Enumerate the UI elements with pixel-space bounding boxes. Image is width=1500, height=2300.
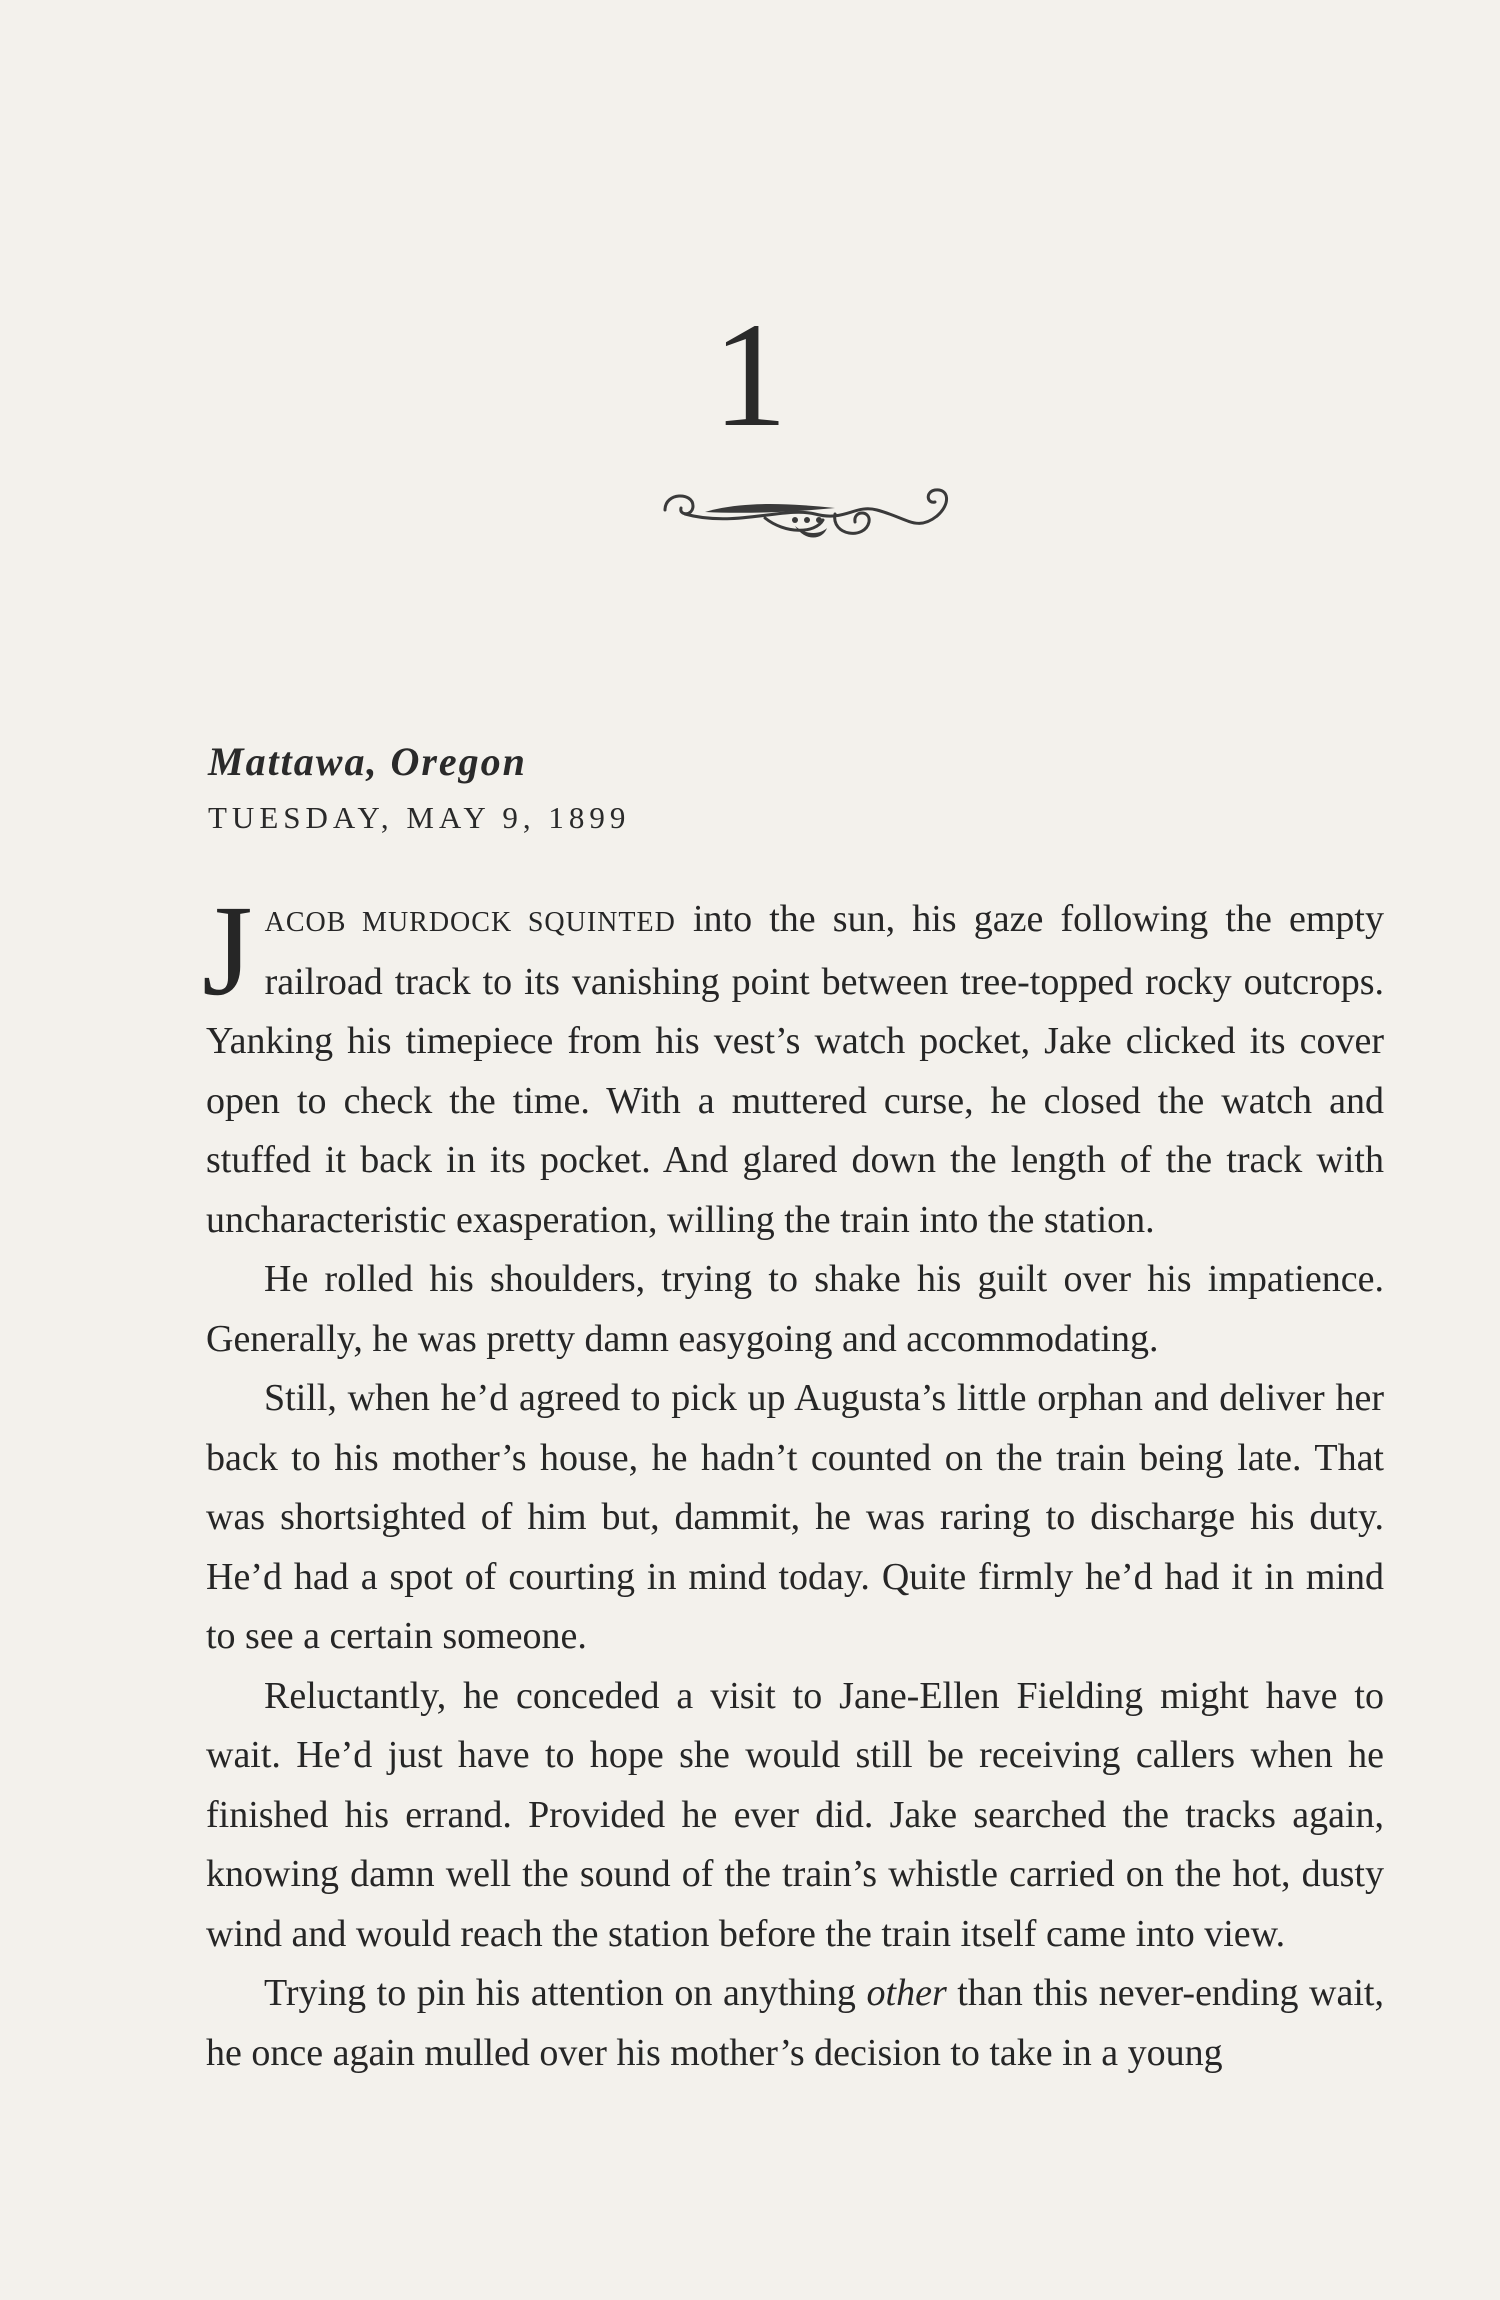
chapter-number: 1	[712, 292, 788, 458]
date-heading: TUESDAY, MAY 9, 1899	[208, 800, 631, 835]
flourish-ornament-icon	[645, 470, 965, 550]
emphasis-other: other	[866, 1972, 947, 2014]
chapter-body	[202, 879, 1384, 2083]
paragraph-1-text: into the sun, his gaze following the empty railroad track to its vanishing point between tree-topped rocky outcrops. Yanking his timepiece from his vest’s watch pocket, Jake clicked its cover open to check the time. With a muttered curse, he closed the watch and stuffed it back in its pocket. And glared down the length of the track with uncharacteristic exasperation, willing the train into the station.	[206, 898, 1384, 1241]
paragraph-3: Still, when he’d agreed to pick up Augusta’s little orphan and deliver her back to his mother’s house, he hadn’t counted on the train being late. That was shortsighted of him but, dammit, he was raring to discharge his duty. He’d had a spot of courting in mind today. Quite firmly he’d had it in mind to see a certain someone.	[206, 1377, 1384, 1657]
paragraph-4: Reluctantly, he conceded a visit to Jane-Ellen Fielding might have to wait. He’d just have to hope she would still be receiving callers when he finished his errand. Provided he ever did. Jake searched the tracks again, knowing damn well the sound of the train’s whistle carried on the hot, dusty wind and would reach the station before the train itself came into view.	[206, 1674, 1384, 1955]
drop-cap: J	[202, 879, 253, 1023]
paragraph-1	[202, 879, 1384, 1250]
opening-smallcaps-1: ACOB M	[264, 907, 388, 938]
paragraph-5-start: Trying to pin his attention on anything	[264, 1972, 867, 2014]
paragraph-2: He rolled his shoulders, trying to shake his guilt over his impatience. Generally, he was pretty damn easygoing and accommodating.	[206, 1258, 1384, 1360]
place-heading: Mattawa, Oregon	[208, 739, 527, 784]
paragraph-5-end: than this never-ending wait, he once again mulled over his mother’s decision to take in a young	[206, 1972, 1384, 2074]
paragraph-5	[206, 1964, 1384, 2083]
opening-smallcaps-2: URDOCK SQUINTED	[387, 907, 676, 938]
